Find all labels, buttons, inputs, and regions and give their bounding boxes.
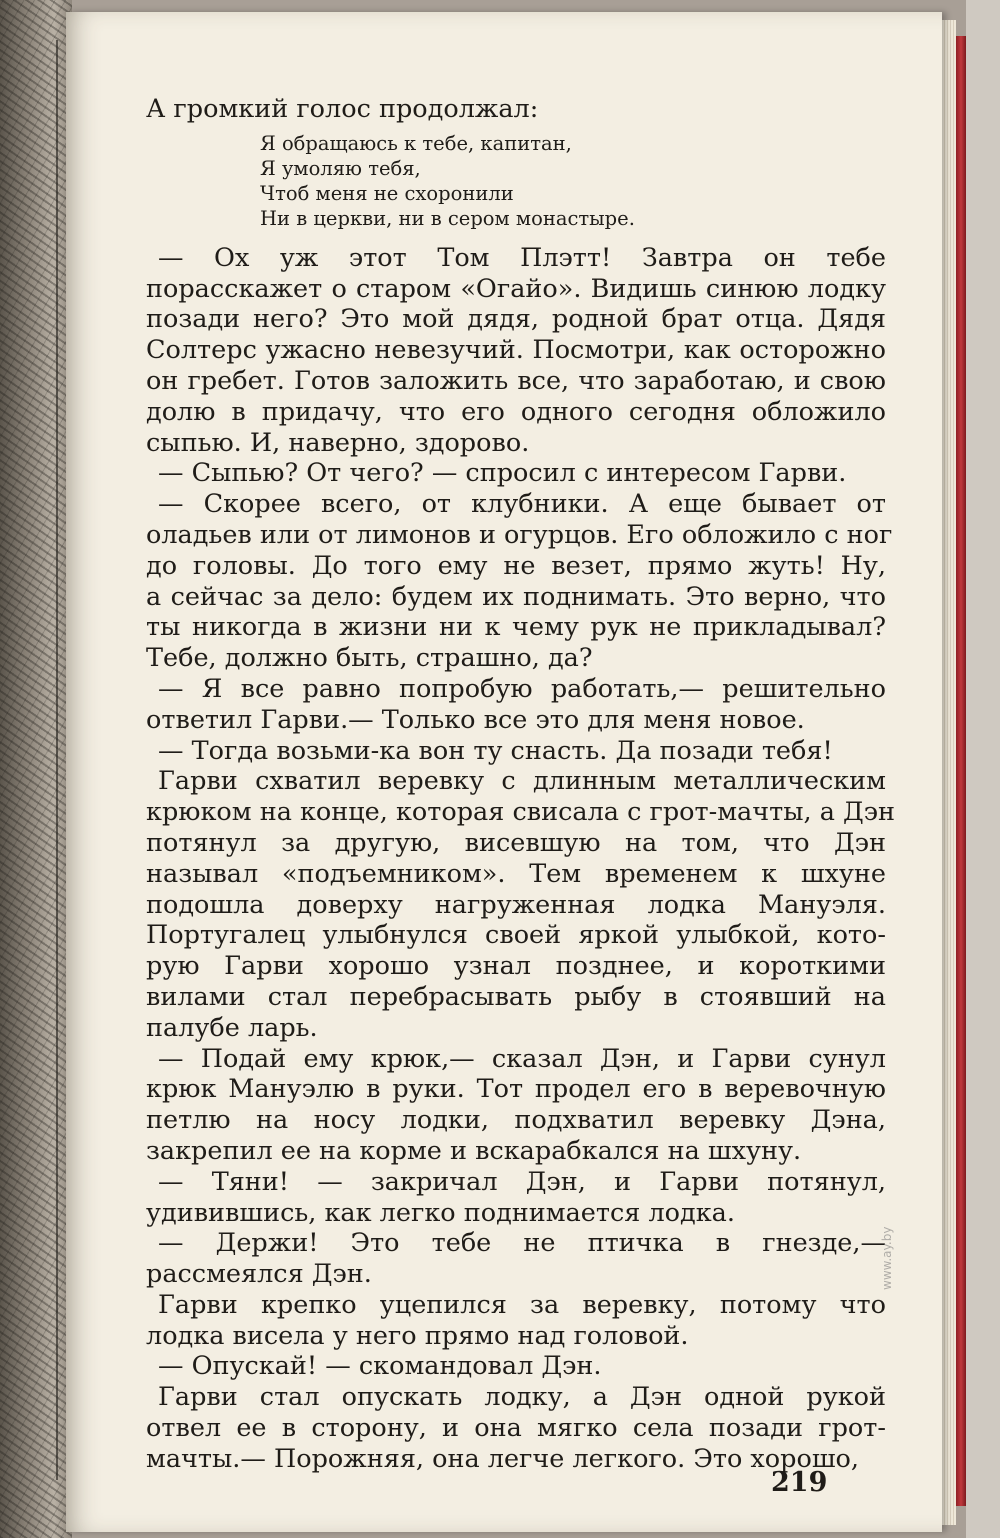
text-line: — Держи! Это тебе не птичка в гнезде,—: [158, 1228, 886, 1259]
text-line: — Тогда возьми-ка вон ту снасть. Да позади тебя!: [158, 735, 833, 766]
paragraph: [146, 1382, 886, 1474]
verse-line: Чтоб меня не схоронили: [260, 181, 514, 205]
text-line: позади него? Это мой дядя, родной брат отца. Дядя: [146, 304, 886, 335]
page-number: 219: [771, 1467, 828, 1498]
text-line: рую Гарви хорошо узнал позднее, и короткими: [146, 951, 886, 982]
text-line: мачты.— Порожняя, она легче легкого. Это хорошо,: [146, 1443, 859, 1474]
paragraph: [146, 1044, 886, 1167]
text-line: крюк Мануэлю в руки. Тот продел его в веревочную: [146, 1074, 886, 1105]
text-line: Солтерс ужасно невезучий. Посмотри, как осторожно: [146, 335, 886, 366]
text-line: долю в придачу, что его одного сегодня обложило: [146, 396, 886, 427]
text-line: Гарви схватил веревку с длинным металлическим: [158, 766, 886, 797]
text-line: удивившись, как легко поднимается лодка.: [146, 1197, 735, 1228]
text-line: рассмеялся Дэн.: [146, 1259, 372, 1290]
text-line: подошла доверху нагруженная лодка Мануэля.: [146, 889, 886, 920]
paragraph: [146, 1228, 886, 1290]
text-line: — Тяни! — закричал Дэн, и Гарви потянул,: [158, 1166, 886, 1197]
verse-line: Я умоляю тебя,: [260, 156, 421, 180]
text-line: до головы. До того ему не везет, прямо жуть! Ну,: [146, 550, 886, 581]
text-line: ты никогда в жизни ни к чему рук не прикладывал?: [146, 612, 886, 643]
paragraph: [146, 489, 893, 674]
background-surface: [966, 0, 1000, 1538]
watermark: www.ay.by: [880, 1226, 894, 1290]
paragraph: [146, 243, 886, 459]
verse-line: Ни в церкви, ни в сером монастыре.: [260, 206, 635, 230]
paragraph: [146, 1290, 886, 1352]
paragraph: [146, 736, 886, 767]
text-line: петлю на носу лодки, подхватил веревку Дэна,: [146, 1105, 886, 1136]
text-line: — Опускай! — скомандовал Дэн.: [158, 1351, 602, 1382]
text-line: оладьев или от лимонов и огурцов. Его обложило с ног: [146, 519, 893, 550]
illustration-frame: [8, 40, 58, 1480]
paragraph: [146, 674, 886, 736]
text-line: называл «подъемником». Тем временем к шхуне: [146, 858, 886, 889]
text-line: вилами стал перебрасывать рыбу в стоявший на: [146, 981, 886, 1012]
text-line: потянул за другую, висевшую на том, что Дэн: [146, 827, 886, 858]
text-line: отвел ее в сторону, и она мягко села позади грот-: [146, 1413, 886, 1444]
book-page: [66, 12, 942, 1532]
verse-block: [260, 131, 886, 231]
text-line: порасскажет о старом «Огайо». Видишь синюю лодку: [146, 273, 886, 304]
text-line: сыпью. И, наверно, здорово.: [146, 427, 530, 458]
paragraph: [146, 458, 886, 489]
text-line: лодка висела у него прямо над головой.: [146, 1320, 689, 1351]
text-line: Португалец улыбнулся своей яркой улыбкой, кото-: [146, 920, 886, 951]
text-line: ответил Гарви.— Только все это для меня новое.: [146, 704, 805, 735]
text-line: а сейчас за дело: будем их поднимать. Это верно, что: [146, 581, 886, 612]
text-line: Гарви стал опускать лодку, а Дэн одной рукой: [158, 1382, 886, 1413]
text-line: — Сыпью? От чего? — спросил с интересом Гарви.: [158, 458, 847, 489]
text-line: крюком на конце, которая свисала с грот-мачты, а Дэн: [146, 797, 896, 828]
paragraph: [146, 766, 896, 1043]
text-line: Тебе, должно быть, страшно, да?: [146, 643, 593, 674]
intro-line: А громкий голос продолжал:: [146, 94, 539, 124]
facing-page-illustration: [0, 0, 72, 1538]
paragraph: [146, 1351, 886, 1382]
paragraph: [146, 1167, 886, 1229]
text-line: — Подай ему крюк,— сказал Дэн, и Гарви сунул: [158, 1043, 886, 1074]
page-stack-edge: [942, 20, 956, 1525]
verse-line: Я обращаюсь к тебе, капитан,: [260, 131, 572, 155]
text-line: он гребет. Готов заложить все, что заработаю, и свою: [146, 365, 886, 396]
text-line: — Ох уж этот Том Плэтт! Завтра он тебе: [158, 242, 886, 273]
text-line: палубе ларь.: [146, 1012, 318, 1043]
text-line: закрепил ее на корме и вскарабкался на шхуну.: [146, 1135, 802, 1166]
text-line: — Скорее всего, от клубники. А еще бывает от: [158, 489, 886, 520]
book-cover-edge: [956, 36, 966, 1506]
text-line: — Я все равно попробую работать,— решительно: [158, 673, 886, 704]
text-line: Гарви крепко уцепился за веревку, потому что: [158, 1289, 886, 1320]
